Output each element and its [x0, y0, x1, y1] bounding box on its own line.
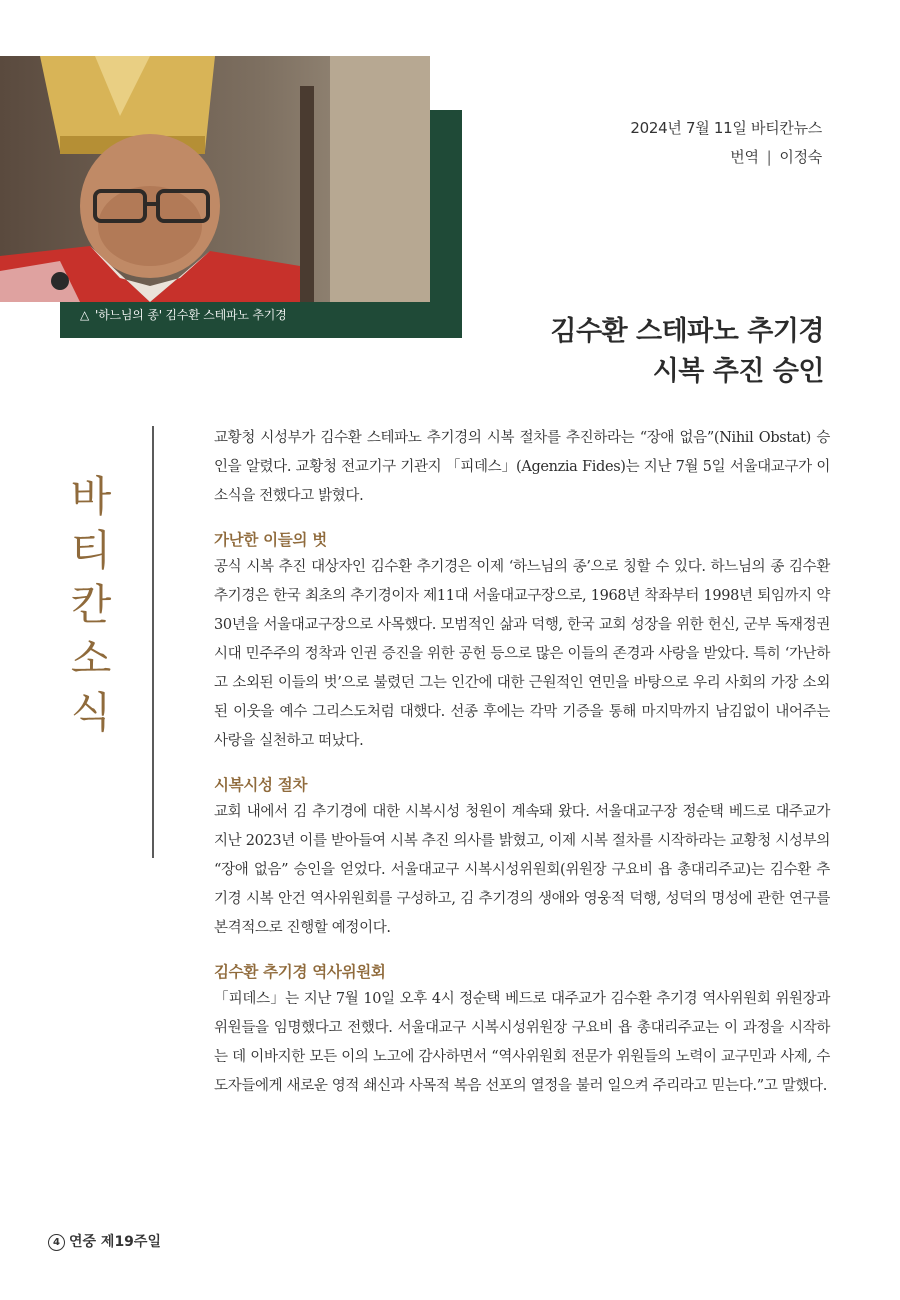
date-source: 2024년 7월 11일 바티칸뉴스 [630, 119, 822, 137]
paragraph-historical-committee: 「피데스」는 지난 7월 10일 오후 4시 정순택 베드로 대주교가 김수환 추기경 역사위원회 위원장과 위원들을 임명했다고 전했다. 서울대교구 시복시성위원장 구요비 욥 총대리주교는 이 과정을 시작하는 데 이바지한 모든 이의 노고에 감사하면서 “역사위원회 전문가 위원들의 노력이 교구민과 사제, 수도자들에게 새로운 영적 쇄신과 사목적 복음 선포의 열정을 불러 일으켜 주리라고 믿는다.”고 말했다. [214, 991, 830, 1094]
subheading-historical-committee: 김수환 추기경 역사위원회 [214, 963, 386, 981]
paragraph-friend-of-poor: 공식 시복 추진 대상자인 김수환 추기경은 이제 ‘하느님의 종’으로 칭할 수 있다. 하느님의 종 김수환 추기경은 한국 최초의 추기경이자 제11대 서울대교구장으로, 1968년 착좌부터 1998년 퇴임까지 약 30년을 서울대교구장으로 사목했다. 모범적인 삶과 덕행, 한국 교회 성장을 위한 헌신, 군부 독재정권 시대 민주주의 정착과 인권 증진을 위한 공헌 등으로 많은 이들의 존경과 사랑을 받았다. 특히 ‘가난하고 소외된 이들의 벗’으로 불렸던 그는 인간에 대한 근원적인 연민을 바탕으로 우리 사회의 가장 소외된 이웃을 예수 그리스도처럼 대했다. 선종 후에는 각막 기증을 통해 마지막까지 남김없이 내어주는 사랑을 실천하고 떠났다. [214, 559, 830, 749]
section-title-vertical [66, 470, 116, 740]
section-title-char: 식 [70, 688, 112, 737]
headline-line-2: 시복 추진 승인 [652, 356, 824, 387]
divider: | [766, 148, 772, 166]
section-title-char: 바 [70, 472, 112, 521]
translator-line [630, 143, 822, 172]
page-number: 4 [48, 1234, 65, 1251]
translator-label: 번역 [730, 148, 759, 166]
triangle-icon: △ [80, 308, 90, 322]
article-headline [550, 312, 824, 392]
subheading-beatification-procedure: 시복시성 절차 [214, 776, 308, 794]
vertical-divider [152, 426, 154, 858]
page-footer [48, 1231, 161, 1251]
headline-line-1: 김수환 스테파노 추기경 [550, 316, 824, 347]
article-body [214, 424, 830, 1101]
article-meta [630, 114, 822, 172]
liturgical-label: 연중 제19주일 [69, 1234, 161, 1250]
intro-paragraph: 교황청 시성부가 김수환 스테파노 추기경의 시복 절차를 추진하라는 “장애 없음”(Nihil Obstat) 승인을 알렸다. 교황청 전교기구 기관지 「피데스」(Agenzia Fides)는 지난 7월 5일 서울대교구가 이 소식을 전했다고 밝혔다. [214, 430, 830, 504]
paragraph-beatification-procedure: 교회 내에서 김 추기경에 대한 시복시성 청원이 계속돼 왔다. 서울대교구장 정순택 베드로 대주교가 지난 2023년 이를 받아들여 시복 추진 의사를 밝혔고, 이제 시복 절차를 시작하라는 교황청 시성부의 “장애 없음” 승인을 얻었다. 서울대교구 시복시성위원회(위원장 구요비 욥 총대리주교)는 김수환 추기경 시복 안건 역사위원회를 구성하고, 김 추기경의 생애와 영웅적 덕행, 성덕의 명성에 관한 연구를 본격적으로 진행할 예정이다. [214, 804, 830, 936]
translator-name: 이정숙 [779, 148, 822, 166]
photo-caption-text: '하느님의 종' 김수환 스테파노 추기경 [95, 308, 287, 322]
subheading-friend-of-poor: 가난한 이들의 벗 [214, 531, 327, 549]
section-title-char: 칸 [70, 580, 112, 629]
cardinal-photo [0, 56, 430, 302]
section-title-char: 티 [70, 526, 112, 575]
photo-caption [80, 306, 460, 323]
section-title-char: 소 [70, 634, 112, 683]
